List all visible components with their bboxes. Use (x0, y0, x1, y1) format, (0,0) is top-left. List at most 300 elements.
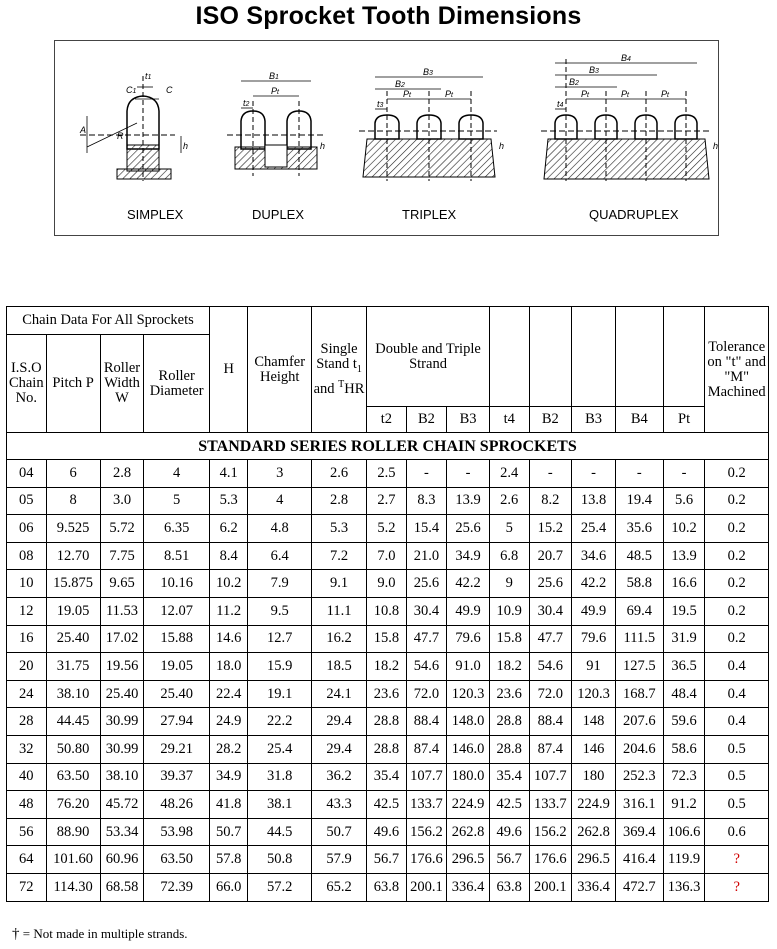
table-cell: 87.4 (529, 735, 572, 763)
table-cell: 4 (144, 460, 210, 488)
table-cell: 146 (572, 735, 616, 763)
quad-spacer-header (572, 307, 616, 407)
table-cell: 50.8 (248, 846, 311, 874)
table-cell: 42.2 (572, 570, 616, 598)
svg-text:C: C (166, 85, 173, 95)
table-row (7, 653, 769, 681)
table-cell: 156.2 (529, 818, 572, 846)
table-cell: ? (705, 873, 769, 901)
col-b2-quad-header: B2 (529, 407, 572, 433)
table-cell: 224.9 (572, 791, 616, 819)
col-pt-header: Pt (663, 407, 705, 433)
table-cell: 252.3 (615, 763, 663, 791)
table-cell: 15.8 (489, 625, 529, 653)
table-cell: 4.1 (209, 460, 248, 488)
table-cell: 16.6 (663, 570, 705, 598)
table-cell: 45.72 (100, 791, 144, 819)
table-cell: 336.4 (447, 873, 490, 901)
table-row (7, 708, 769, 736)
table-cell: 29.4 (311, 708, 366, 736)
table-cell: 9.1 (311, 570, 366, 598)
table-cell: 180 (572, 763, 616, 791)
table-cell: 44.5 (248, 818, 311, 846)
table-cell: 14.6 (209, 625, 248, 653)
svg-text:t4: t4 (557, 99, 564, 109)
table-cell: 24 (7, 680, 47, 708)
table-cell: 0.5 (705, 763, 769, 791)
table-cell: 57.9 (311, 846, 366, 874)
table-cell: 9.5 (248, 597, 311, 625)
table-cell: ? (705, 846, 769, 874)
table-cell: 19.1 (248, 680, 311, 708)
table-cell: 0.2 (705, 487, 769, 515)
table-cell: 63.50 (144, 846, 210, 874)
table-cell: 18.0 (209, 653, 248, 681)
col-h-header: H (209, 307, 248, 433)
table-cell: 5.72 (100, 515, 144, 543)
table-cell: 34.6 (572, 542, 616, 570)
table-cell: 29.21 (144, 735, 210, 763)
table-cell: 369.4 (615, 818, 663, 846)
table-row (7, 763, 769, 791)
table-cell: 0.2 (705, 625, 769, 653)
col-roller-width-header: Roller Width W (100, 335, 144, 433)
table-cell: - (529, 460, 572, 488)
table-cell: 10.2 (663, 515, 705, 543)
table-row (7, 542, 769, 570)
table-cell: 13.9 (663, 542, 705, 570)
col-b4-header: B4 (615, 407, 663, 433)
svg-text:h: h (499, 141, 505, 151)
table-cell: 0.2 (705, 597, 769, 625)
col-b3-quad-header: B3 (572, 407, 616, 433)
table-cell: 91 (572, 653, 616, 681)
table-cell: 27.94 (144, 708, 210, 736)
table-cell: 262.8 (447, 818, 490, 846)
table-cell: 29.4 (311, 735, 366, 763)
table-cell: 0.2 (705, 570, 769, 598)
table-cell: 12 (7, 597, 47, 625)
table-cell: 7.9 (248, 570, 311, 598)
table-cell: 8.3 (406, 487, 447, 515)
table-cell: 12.7 (248, 625, 311, 653)
table-cell: 9.525 (46, 515, 100, 543)
table-row (7, 487, 769, 515)
table-row (7, 791, 769, 819)
table-cell: 88.90 (46, 818, 100, 846)
table-cell: 11.1 (311, 597, 366, 625)
table-cell: 16.2 (311, 625, 366, 653)
table-cell: 200.1 (406, 873, 447, 901)
dagger-icon: † (12, 926, 20, 942)
svg-text:A: A (80, 125, 87, 135)
table-cell: 17.02 (100, 625, 144, 653)
table-cell: 31.75 (46, 653, 100, 681)
table-cell: 5.2 (367, 515, 407, 543)
table-cell: 15.4 (406, 515, 447, 543)
col-iso-header: I.S.O Chain No. (7, 335, 47, 433)
table-cell: 0.4 (705, 708, 769, 736)
table-cell: 336.4 (572, 873, 616, 901)
table-cell: 0.6 (705, 818, 769, 846)
table-cell: 180.0 (447, 763, 490, 791)
table-cell: 19.05 (46, 597, 100, 625)
table-cell: 11.53 (100, 597, 144, 625)
table-cell: 25.4 (572, 515, 616, 543)
quad-spacer-header (615, 307, 663, 407)
table-cell: 5 (144, 487, 210, 515)
table-cell: 16 (7, 625, 47, 653)
table-cell: 42.2 (447, 570, 490, 598)
table-cell: 15.9 (248, 653, 311, 681)
double-triple-group-header: Double and Triple Strand (367, 307, 490, 407)
table-cell: 72 (7, 873, 47, 901)
svg-text:B4: B4 (621, 53, 631, 63)
table-row (7, 818, 769, 846)
table-cell: 53.34 (100, 818, 144, 846)
table-cell: 63.50 (46, 763, 100, 791)
table-cell: 25.6 (447, 515, 490, 543)
table-cell: 72.39 (144, 873, 210, 901)
table-cell: 472.7 (615, 873, 663, 901)
table-row (7, 625, 769, 653)
svg-text:B2: B2 (395, 79, 405, 89)
table-cell: 4 (248, 487, 311, 515)
table-cell: 48.5 (615, 542, 663, 570)
table-cell: 24.9 (209, 708, 248, 736)
table-row (7, 570, 769, 598)
table-cell: 9.65 (100, 570, 144, 598)
table-body (7, 460, 769, 902)
table-cell: 15.2 (529, 515, 572, 543)
table-cell: 224.9 (447, 791, 490, 819)
table-cell: 0.2 (705, 515, 769, 543)
table-row (7, 735, 769, 763)
table-cell: 7.75 (100, 542, 144, 570)
table-cell: 35.4 (367, 763, 407, 791)
table-cell: 168.7 (615, 680, 663, 708)
table-cell: 08 (7, 542, 47, 570)
table-cell: 2.6 (489, 487, 529, 515)
table-cell: 48.4 (663, 680, 705, 708)
quad-spacer-header (529, 307, 572, 407)
table-cell: 416.4 (615, 846, 663, 874)
table-cell: 25.6 (406, 570, 447, 598)
table-cell: 262.8 (572, 818, 616, 846)
table-cell: 0.4 (705, 680, 769, 708)
table-cell: 20 (7, 653, 47, 681)
table-cell: 22.4 (209, 680, 248, 708)
table-cell: 6.35 (144, 515, 210, 543)
svg-text:B3: B3 (423, 67, 433, 77)
table-cell: 28.2 (209, 735, 248, 763)
table-cell: 22.2 (248, 708, 311, 736)
table-cell: 91.0 (447, 653, 490, 681)
table-cell: 8 (46, 487, 100, 515)
table-cell: 68.58 (100, 873, 144, 901)
table-cell: 15.88 (144, 625, 210, 653)
table-cell: 15.875 (46, 570, 100, 598)
table-cell: 57.2 (248, 873, 311, 901)
table-cell: 18.2 (367, 653, 407, 681)
quad-spacer-header (663, 307, 705, 407)
table-cell: 32 (7, 735, 47, 763)
table-cell: 25.40 (144, 680, 210, 708)
table-cell: 11.2 (209, 597, 248, 625)
table-cell: 5.6 (663, 487, 705, 515)
table-cell: - (615, 460, 663, 488)
table-cell: 30.99 (100, 735, 144, 763)
svg-text:t1: t1 (145, 71, 152, 81)
table-cell: 38.1 (248, 791, 311, 819)
table-cell: 133.7 (406, 791, 447, 819)
table-cell: 48 (7, 791, 47, 819)
table-cell: - (663, 460, 705, 488)
table-cell: 296.5 (572, 846, 616, 874)
table-cell: 28 (7, 708, 47, 736)
table-cell: 176.6 (406, 846, 447, 874)
chain-data-group-header: Chain Data For All Sprockets (7, 307, 210, 335)
table-cell: 207.6 (615, 708, 663, 736)
table-row (7, 846, 769, 874)
table-cell: 88.4 (529, 708, 572, 736)
table-cell: 12.07 (144, 597, 210, 625)
table-cell: 54.6 (406, 653, 447, 681)
table-cell: 10.9 (489, 597, 529, 625)
table-cell: 50.80 (46, 735, 100, 763)
table-cell: 18.2 (489, 653, 529, 681)
simplex-label: SIMPLEX (127, 207, 184, 222)
table-cell: 63.8 (367, 873, 407, 901)
col-b2-header: B2 (406, 407, 447, 433)
table-cell: 79.6 (572, 625, 616, 653)
table-cell: 69.4 (615, 597, 663, 625)
table-cell: 50.7 (311, 818, 366, 846)
table-cell: 156.2 (406, 818, 447, 846)
table-cell: 4.8 (248, 515, 311, 543)
table-cell: 204.6 (615, 735, 663, 763)
table-cell: 13.8 (572, 487, 616, 515)
table-cell: 91.2 (663, 791, 705, 819)
table-cell: 0.2 (705, 542, 769, 570)
table-cell: 72.0 (529, 680, 572, 708)
table-cell: 2.5 (367, 460, 407, 488)
table-cell: 28.8 (489, 735, 529, 763)
table-row (7, 680, 769, 708)
svg-text:B1: B1 (269, 71, 279, 81)
table-cell: 107.7 (406, 763, 447, 791)
table-cell: 72.3 (663, 763, 705, 791)
svg-text:t3: t3 (377, 99, 384, 109)
table-cell: 3.0 (100, 487, 144, 515)
table-cell: 72.0 (406, 680, 447, 708)
table-cell: 38.10 (46, 680, 100, 708)
table-cell: 6.2 (209, 515, 248, 543)
table-cell: 42.5 (489, 791, 529, 819)
table-cell: 2.8 (311, 487, 366, 515)
table-cell: 0.2 (705, 460, 769, 488)
table-cell: 49.6 (367, 818, 407, 846)
table-cell: 9 (489, 570, 529, 598)
svg-text:Pt: Pt (271, 86, 279, 96)
table-cell: 06 (7, 515, 47, 543)
simplex-diagram (79, 71, 188, 181)
table-cell: 10 (7, 570, 47, 598)
col-tolerance-header: Tolerance on "t" and "M" Machined (705, 307, 769, 433)
table-cell: 57.8 (209, 846, 248, 874)
table-cell: 05 (7, 487, 47, 515)
quadruplex-diagram (541, 53, 718, 181)
table-cell: 48.26 (144, 791, 210, 819)
table-cell: 34.9 (209, 763, 248, 791)
table-cell: 28.8 (367, 708, 407, 736)
table-cell: 15.8 (367, 625, 407, 653)
table-cell: 28.8 (489, 708, 529, 736)
svg-text:R: R (117, 131, 124, 141)
table-cell: 47.7 (529, 625, 572, 653)
table-cell: 10.8 (367, 597, 407, 625)
table-cell: 79.6 (447, 625, 490, 653)
table-cell: 21.0 (406, 542, 447, 570)
table-cell: 176.6 (529, 846, 572, 874)
table-cell: 6 (46, 460, 100, 488)
svg-text:t2: t2 (243, 98, 250, 108)
table-cell: 2.4 (489, 460, 529, 488)
table-cell: 50.7 (209, 818, 248, 846)
table-cell: 34.9 (447, 542, 490, 570)
col-roller-diameter-header: Roller Diameter (144, 335, 210, 433)
table-cell: 54.6 (529, 653, 572, 681)
table-cell: 56 (7, 818, 47, 846)
table-cell: 18.5 (311, 653, 366, 681)
table-cell: 2.6 (311, 460, 366, 488)
table-cell: 19.5 (663, 597, 705, 625)
table-cell: 30.99 (100, 708, 144, 736)
table-cell: 28.8 (367, 735, 407, 763)
table-cell: - (572, 460, 616, 488)
table-cell: 106.6 (663, 818, 705, 846)
table-cell: 35.4 (489, 763, 529, 791)
table-cell: 41.8 (209, 791, 248, 819)
table-cell: 56.7 (489, 846, 529, 874)
triplex-diagram (359, 67, 504, 181)
svg-text:Pt: Pt (581, 89, 589, 99)
svg-text:Pt: Pt (661, 89, 669, 99)
table-cell: 23.6 (489, 680, 529, 708)
page-title: ISO Sprocket Tooth Dimensions (195, 2, 582, 30)
table-cell: 76.20 (46, 791, 100, 819)
table-cell: 30.4 (406, 597, 447, 625)
table-cell: 31.8 (248, 763, 311, 791)
table-cell: 43.3 (311, 791, 366, 819)
table-cell: 42.5 (367, 791, 407, 819)
table-cell: 31.9 (663, 625, 705, 653)
table-cell: 58.6 (663, 735, 705, 763)
table-cell: 49.6 (489, 818, 529, 846)
duplex-label: DUPLEX (252, 207, 305, 222)
table-row (7, 460, 769, 488)
table-cell: 148.0 (447, 708, 490, 736)
table-row (7, 873, 769, 901)
table-cell: 36.5 (663, 653, 705, 681)
table-cell: 5 (489, 515, 529, 543)
table-cell: 30.4 (529, 597, 572, 625)
table-cell: 25.40 (46, 625, 100, 653)
sprocket-dimensions-table (6, 306, 769, 902)
table-cell: 316.1 (615, 791, 663, 819)
table-cell: 8.51 (144, 542, 210, 570)
table-cell: 200.1 (529, 873, 572, 901)
table-cell: 40 (7, 763, 47, 791)
table-cell: 7.2 (311, 542, 366, 570)
table-cell: 59.6 (663, 708, 705, 736)
table-cell: 2.8 (100, 460, 144, 488)
table-cell: 53.98 (144, 818, 210, 846)
table-cell: 133.7 (529, 791, 572, 819)
col-pitch-header: Pitch P (46, 335, 100, 433)
table-cell: 10.16 (144, 570, 210, 598)
table-cell: 8.2 (529, 487, 572, 515)
table-cell: 120.3 (572, 680, 616, 708)
table-cell: 25.4 (248, 735, 311, 763)
table-cell: - (406, 460, 447, 488)
svg-text:Pt: Pt (403, 89, 411, 99)
table-cell: 6.8 (489, 542, 529, 570)
col-b3-header: B3 (447, 407, 490, 433)
table-cell: 107.7 (529, 763, 572, 791)
table-cell: 114.30 (46, 873, 100, 901)
svg-text:C1: C1 (126, 85, 137, 95)
col-t4-header: t4 (489, 407, 529, 433)
table-cell: 12.70 (46, 542, 100, 570)
table-cell: 23.6 (367, 680, 407, 708)
sprocket-diagram-figure (54, 40, 719, 236)
table-cell: 6.4 (248, 542, 311, 570)
col-t2-header: t2 (367, 407, 407, 433)
table-cell: 19.05 (144, 653, 210, 681)
footnote (12, 926, 188, 943)
table-cell: 9.0 (367, 570, 407, 598)
table-cell: 44.45 (46, 708, 100, 736)
table-cell: 64 (7, 846, 47, 874)
standard-series-band: STANDARD SERIES ROLLER CHAIN SPROCKETS (7, 433, 769, 460)
table-cell: 111.5 (615, 625, 663, 653)
quad-spacer-header (489, 307, 529, 407)
table-cell: 0.4 (705, 653, 769, 681)
table-cell: 60.96 (100, 846, 144, 874)
svg-text:h: h (320, 141, 326, 151)
table-cell: 49.9 (447, 597, 490, 625)
table-cell: 2.7 (367, 487, 407, 515)
table-cell: 19.4 (615, 487, 663, 515)
col-single-strand-header: Single Stand $t_1$ and $^T$HR (311, 307, 366, 433)
table-cell: 148 (572, 708, 616, 736)
table-cell: 0.5 (705, 735, 769, 763)
table-cell: 38.10 (100, 763, 144, 791)
table-row (7, 515, 769, 543)
table-cell: 0.5 (705, 791, 769, 819)
table-cell: 63.8 (489, 873, 529, 901)
svg-text:B2: B2 (569, 77, 579, 87)
table-cell: 19.56 (100, 653, 144, 681)
table-cell: 5.3 (209, 487, 248, 515)
table-cell: 7.0 (367, 542, 407, 570)
table-cell: - (447, 460, 490, 488)
table-cell: 49.9 (572, 597, 616, 625)
svg-text:Pt: Pt (445, 89, 453, 99)
table-cell: 8.4 (209, 542, 248, 570)
table-row (7, 597, 769, 625)
